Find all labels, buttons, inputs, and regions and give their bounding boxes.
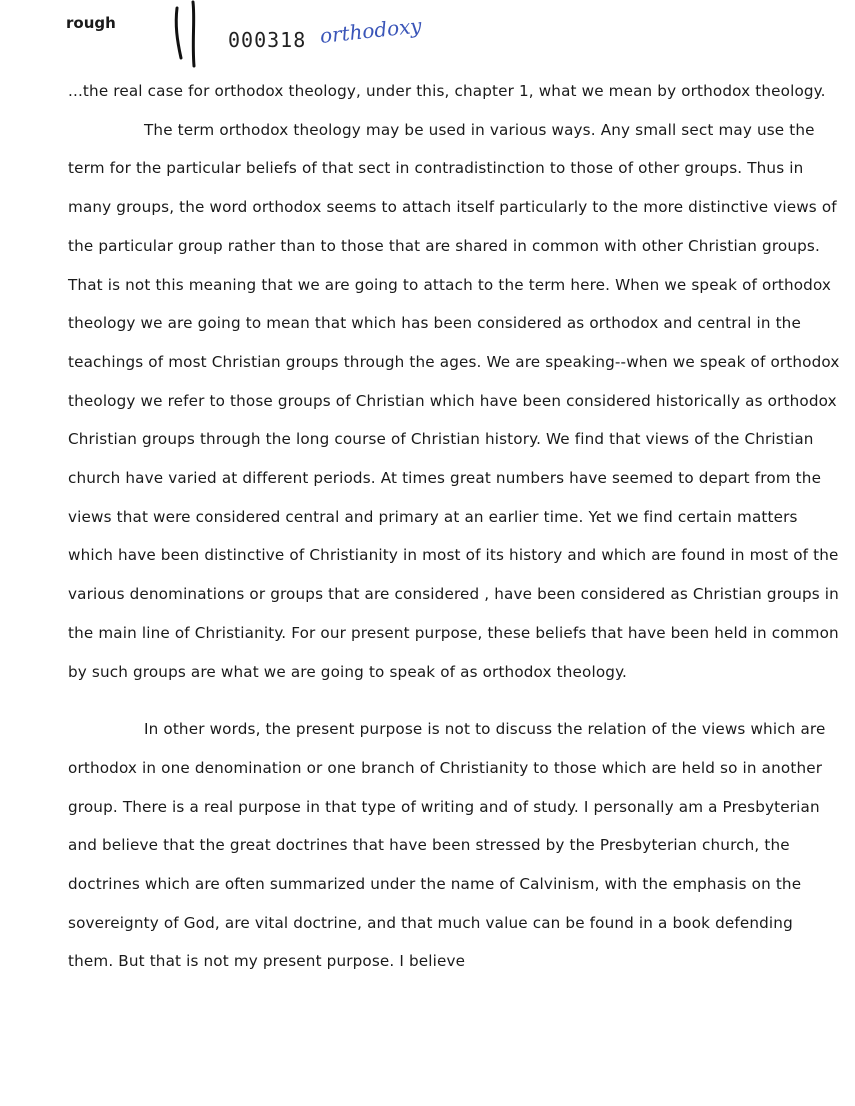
paragraph-definition: The term orthodox theology may be used in various ways. Any small sect may use the term for the particular beliefs of that sect in contradistinction to those of other groups. Thus in many groups, the word orthodox seems to attach itself particularly to the more distinctive views of the particular group rather than to those that are shared in common with other Christian groups. That is not this meaning that we are going to attach to the term here. When we speak of orthodox theology we are going to mean that which has been considered as orthodox and central in the teachings of most Christian groups through the ages. We are speaking--when we speak of orthodox theology we refer to those groups of Christian which have been considered historically as orthodox Christian groups through the long course of Christian history. We find that views of the Christian church have varied at different periods. At times great numbers have seemed to depart from the views that were considered central and primary at an earlier time. Yet we find certain matters which have been distinctive of Christianity in most of its history and which are found in most of the various denominations or groups that are considered , have been considered as Christian groups in the main line of Christianity. For our present purpose, these beliefs that have been held in common by such groups are what we are going to speak of as orthodox theology. — [68, 120, 840, 681]
handwritten-note: orthodoxy — [318, 13, 423, 48]
document-body — [68, 72, 843, 981]
document-number: 000318 — [228, 28, 307, 52]
draft-label: rough — [66, 14, 116, 32]
paragraph-purpose: In other words, the present purpose is not to discuss the relation of the views which are orthodox in one denomination or one branch of Christianity to those which are held so in another group. There is a real purpose in that type of writing and of study. I personally am a Presbyterian and believe that the great doctrines that have been stressed by the Presbyterian church, the doctrines which are often summarized under the name of Calvinism, with the emphasis on the sovereignty of God, are vital doctrine, and that much value can be found in a book defending them. But that is not my present purpose. I believe — [68, 720, 826, 971]
handwritten-marks — [165, 0, 225, 70]
paragraph-intro: ...the real case for orthodox theology, under this, chapter 1, what we mean by orthodox theology. — [68, 82, 826, 100]
